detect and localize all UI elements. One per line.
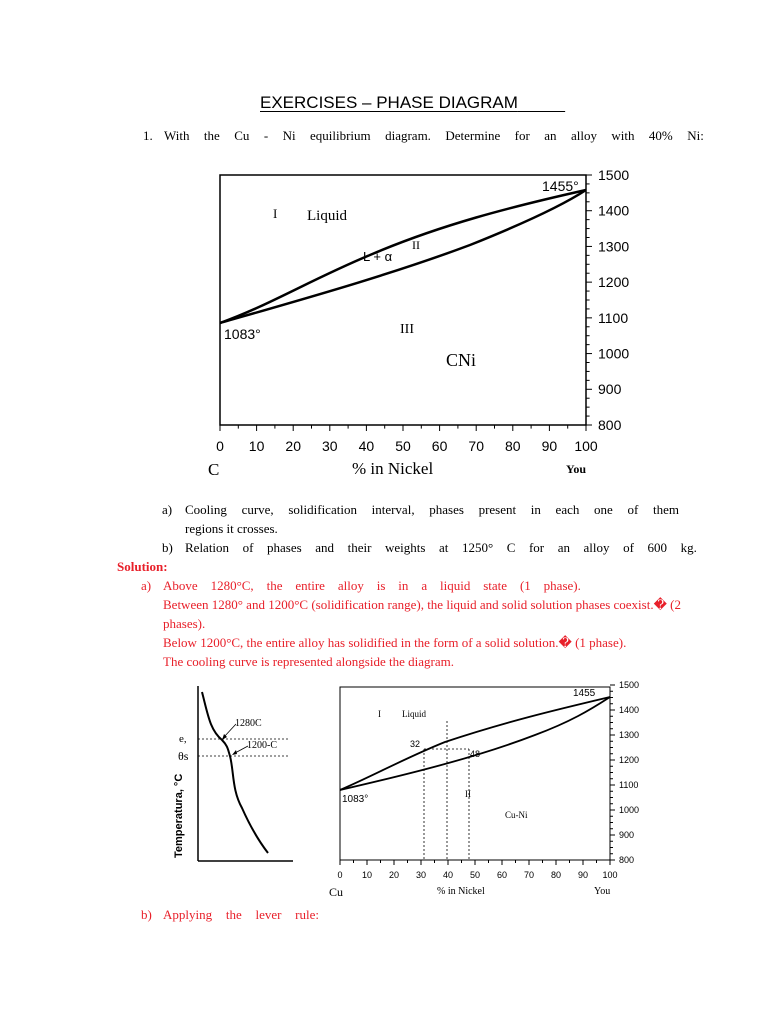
y-tick-label: 900 <box>619 830 635 841</box>
word: for <box>528 540 545 555</box>
sol-a-letter: a) <box>141 578 152 593</box>
word: an <box>544 128 557 143</box>
word: of <box>242 540 254 555</box>
x-tick-label: 20 <box>285 438 301 454</box>
item-b-letter: b) <box>162 540 173 555</box>
word: liquid <box>439 578 471 593</box>
diagram2-x-axis-label: % in Nickel <box>437 886 485 897</box>
y-tick-label: 1200 <box>598 274 630 291</box>
word: a <box>421 578 428 593</box>
y-tick-label: 1200 <box>619 755 640 766</box>
diagram2-y-ticks <box>610 680 639 865</box>
cooling-1200-label: 1200-C <box>247 740 277 751</box>
item-a-letter: a) <box>162 502 173 517</box>
y-tick-label: 1300 <box>598 238 630 255</box>
diagram2-value-48: 48 <box>470 749 481 759</box>
cooling-e-label: e, <box>179 733 187 745</box>
sol-a-line1 <box>163 578 581 594</box>
word: Above <box>163 578 198 593</box>
cooling-theta-label: θs <box>178 749 189 763</box>
word: their <box>347 540 372 555</box>
question-text <box>164 128 704 144</box>
x-tick-label: 10 <box>248 438 265 454</box>
diagram2-x-ticks <box>337 860 617 880</box>
word: rule: <box>295 907 319 922</box>
diagram1-two-phase-label: L + α <box>363 249 393 264</box>
word: the <box>203 128 220 143</box>
word: one <box>594 502 613 517</box>
diagram1-x-right: You <box>566 462 587 476</box>
diagram2-region-liquid: Liquid <box>402 709 426 719</box>
diagram2-x-left: Cu <box>329 885 344 899</box>
y-tick-label: 1100 <box>619 780 639 791</box>
word: Relation <box>185 540 230 555</box>
word: Ni <box>282 128 296 143</box>
sol-a-line5: The cooling curve is represented alongside the diagram. <box>163 654 454 669</box>
word: state <box>483 578 508 593</box>
sol-b-text <box>163 907 319 923</box>
diagram2-value-32: 32 <box>410 739 421 749</box>
y-tick-label: 1400 <box>598 202 630 219</box>
word: - <box>263 128 269 143</box>
word: alloy <box>583 540 610 555</box>
word: lever <box>255 907 282 922</box>
y-tick-label: 1400 <box>619 705 640 716</box>
y-tick-label: 1000 <box>598 345 630 362</box>
word: for <box>514 128 530 143</box>
x-tick-label: 60 <box>431 438 448 454</box>
y-tick-label: 1500 <box>598 166 630 183</box>
word: 600 <box>647 540 667 555</box>
diagram2-top-label: 1455 <box>573 688 596 699</box>
word: alloy <box>337 578 364 593</box>
y-tick-label: 800 <box>619 855 635 866</box>
x-tick-label: 50 <box>469 870 481 880</box>
x-tick-label: 100 <box>574 438 598 454</box>
page-title: EXERCISES – PHASE DIAGRAM <box>260 93 518 112</box>
word: weights <box>384 540 426 555</box>
x-tick-label: 70 <box>468 438 484 454</box>
phase-diagram-2 <box>325 680 655 905</box>
diagram2-region-1: I <box>378 709 381 719</box>
y-tick-label: 800 <box>598 416 622 433</box>
x-tick-label: 80 <box>550 870 562 880</box>
cooling-curve-line <box>202 692 268 853</box>
diagram1-x-left: C <box>208 460 220 479</box>
word: curve, <box>241 502 274 517</box>
x-tick-label: 40 <box>442 870 454 880</box>
cooling-1280-label: 1280C <box>235 718 262 729</box>
cooling-y-axis-label: Temperatura, °C <box>173 773 185 858</box>
diagram1-top-label: 1455° <box>542 178 579 194</box>
diagram2-x-right: You <box>594 886 611 897</box>
diagram1-region-3: III <box>400 322 414 337</box>
word: 40% <box>648 128 673 143</box>
word: Applying <box>163 907 213 922</box>
word: Determine <box>445 128 501 143</box>
diagram1-region-1: I <box>273 206 278 221</box>
word: an <box>557 540 570 555</box>
diagram1-solid-label: CNi <box>446 350 477 370</box>
word: Cooling <box>185 502 227 517</box>
question-number: 1. <box>143 128 153 143</box>
x-tick-label: 0 <box>216 438 224 454</box>
word: 1280°C, <box>210 578 254 593</box>
x-tick-label: 90 <box>577 870 589 880</box>
word: Ni: <box>687 128 704 143</box>
solution-heading: Solution: <box>117 559 168 574</box>
cooling-1200-arrowhead <box>232 750 237 755</box>
word: solidification <box>288 502 357 517</box>
word: of <box>627 502 639 517</box>
word: phases <box>267 540 302 555</box>
word: them <box>652 502 679 517</box>
x-tick-label: 100 <box>602 870 618 880</box>
word: phase). <box>543 578 581 593</box>
diagram1-region-liquid: Liquid <box>307 208 347 224</box>
x-tick-label: 10 <box>361 870 373 880</box>
word: in <box>398 578 409 593</box>
x-tick-label: 30 <box>415 870 427 880</box>
x-tick-label: 70 <box>523 870 535 880</box>
word: each <box>555 502 580 517</box>
word: at <box>439 540 449 555</box>
y-tick-label: 1500 <box>619 680 640 691</box>
word: equilibrium <box>310 128 371 143</box>
word: phases <box>429 502 464 517</box>
diagram2-solid-label: Cu-Ni <box>505 810 528 820</box>
x-tick-label: 60 <box>496 870 508 880</box>
x-tick-label: 80 <box>505 438 521 454</box>
word: the <box>266 578 283 593</box>
x-tick-label: 90 <box>541 438 558 454</box>
word: With <box>164 128 190 143</box>
word: with <box>611 128 635 143</box>
x-tick-label: 0 <box>337 870 343 880</box>
x-tick-label: 50 <box>395 438 411 454</box>
word: 1250° <box>461 540 494 555</box>
word: diagram. <box>385 128 431 143</box>
x-tick-label: 30 <box>322 438 338 454</box>
diagram1-x-axis-label: % in Nickel <box>352 459 434 478</box>
item-b-text <box>185 540 697 556</box>
word: is <box>376 578 386 593</box>
word: in <box>530 502 541 517</box>
sol-a-line3: phases). <box>163 616 206 631</box>
diagram2-bottom-label: 1083° <box>342 794 369 805</box>
phase-diagram-1 <box>200 165 630 480</box>
word: C <box>506 540 516 555</box>
word: interval, <box>371 502 415 517</box>
y-tick-label: 1100 <box>598 309 629 326</box>
word: the <box>225 907 242 922</box>
sol-a-line4: Below 1200°C, the entire alloy has solidified in the form of a solid solution.� (1 phase). <box>163 635 627 650</box>
word: present <box>478 502 517 517</box>
sol-b-letter: b) <box>141 907 152 922</box>
cooling-curve <box>160 680 300 870</box>
word: of <box>623 540 634 555</box>
diagram1-x-ticks <box>216 425 598 454</box>
sol-a-line2: Between 1280° and 1200°C (solidification range), the liquid and solid solution phases coexist.� (2 <box>163 597 682 612</box>
item-a-line2: regions it crosses. <box>185 521 278 536</box>
item-a-line1 <box>185 502 679 518</box>
diagram1-region-2: II <box>412 238 420 252</box>
word: Cu <box>234 128 250 143</box>
y-tick-label: 1300 <box>619 730 640 741</box>
word: alloy <box>570 128 597 143</box>
x-tick-label: 20 <box>388 870 400 880</box>
diagram1-bottom-label: 1083° <box>224 326 261 342</box>
word: (1 <box>519 578 531 593</box>
word: entire <box>295 578 325 593</box>
word: and <box>315 540 335 555</box>
x-tick-label: 40 <box>358 438 375 454</box>
diagram1-y-ticks <box>586 167 629 433</box>
y-tick-label: 1000 <box>619 805 640 816</box>
diagram2-region-2: II <box>465 789 471 799</box>
word: kg. <box>680 540 697 555</box>
y-tick-label: 900 <box>598 381 622 398</box>
